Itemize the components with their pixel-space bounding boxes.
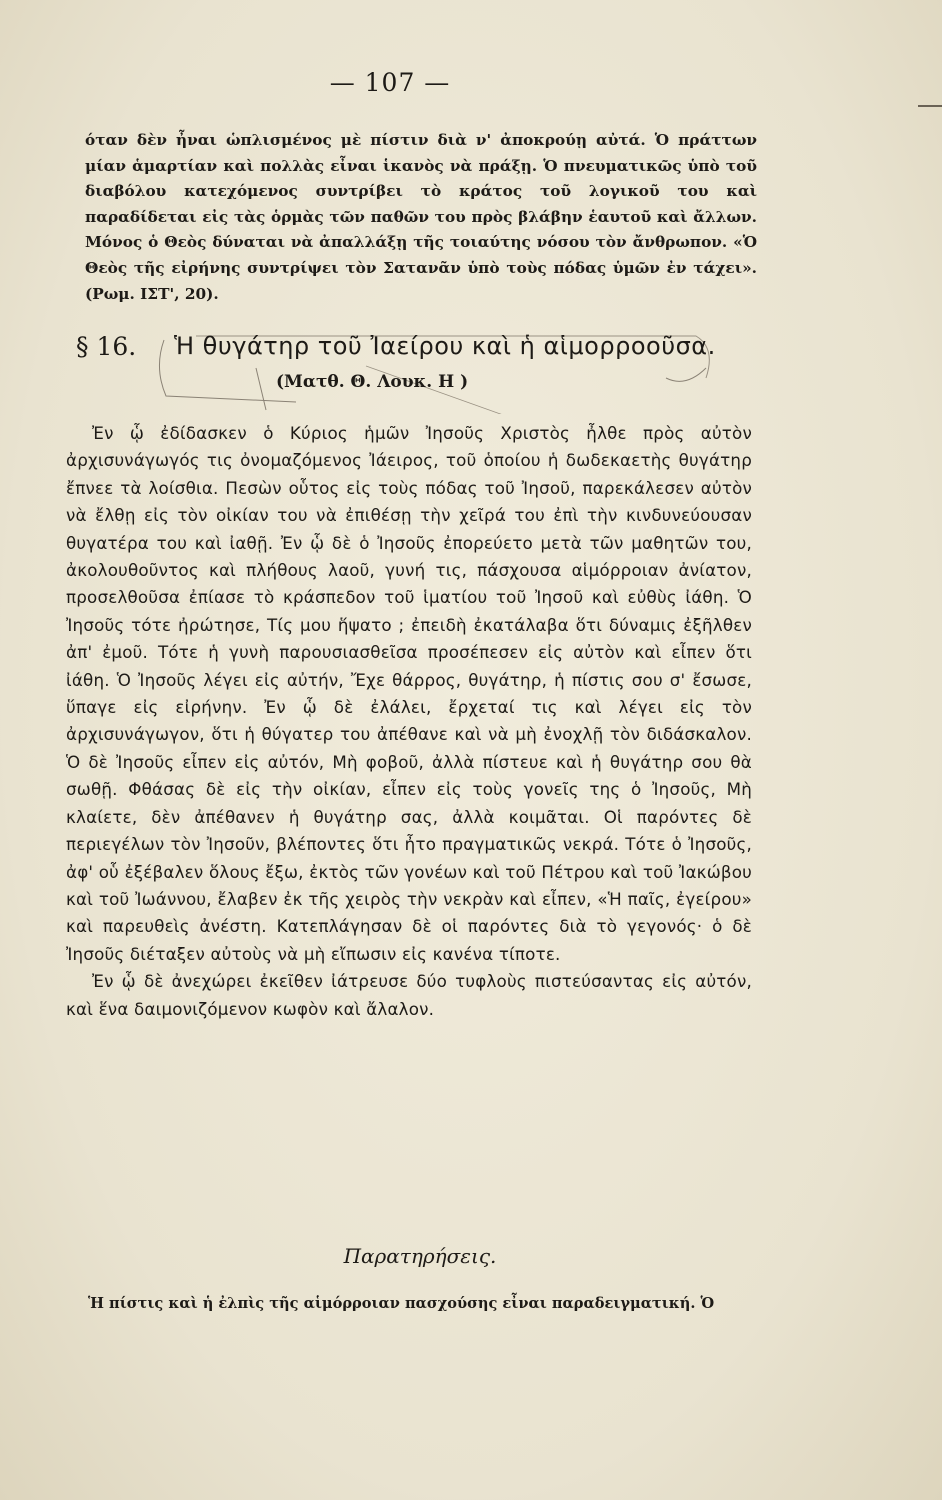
body-paragraph-2: Ἐν ᾧ δὲ ἀνεχώρει ἐκεῖθεν ἰάτρευσε δύο τυφλοὺς πιστεύσαντας εἰς αὐτόν, καὶ ἕνα δαιμονιζόμενον κωφὸν καὶ ἄλαλον. xyxy=(66,971,752,1019)
observations-title: Παρατηρήσεις. xyxy=(343,1244,497,1268)
observations-first-line: Ἡ πίστις καὶ ἡ ἐλπὶς τῆς αἱμόρροιαν πασχούσης εἶναι παραδειγματική. Ὁ xyxy=(88,1295,715,1312)
page-edge-mark xyxy=(918,105,942,107)
section-heading xyxy=(66,318,766,414)
body-text xyxy=(66,420,752,1023)
section-title: Ἡ θυγάτηρ τοῦ Ἰαείρου καὶ ἡ αἱμορροοῦσα. xyxy=(174,332,716,360)
section-number: § 16. xyxy=(76,332,137,361)
page-number: — 107 — xyxy=(329,68,451,97)
intro-paragraph xyxy=(85,128,757,307)
body-paragraph-1: Ἐν ᾧ ἐδίδασκεν ὁ Κύριος ἡμῶν Ἰησοῦς Χριστὸς ἦλθε πρὸς αὐτὸν ἀρχισυνάγωγός τις ὀνομαζόμενος Ἰάειρος, τοῦ ὁποίου ἡ δωδεκαετὴς θυγάτηρ ἔπνεε τὰ λοίσθια. Πεσὼν οὗτος εἰς τοὺς πόδας τοῦ Ἰησοῦ, παρεκάλεσεν αὐτὸν νὰ ἔλθῃ εἰς τὸν οἰκίαν του νὰ ἐπιθέσῃ τὴν χεῖρά του ἐπὶ τὴν κινδυνεύουσαν θυγατέρα του καὶ ἰαθῇ. Ἐν ᾧ δὲ ὁ Ἰησοῦς ἐπορεύετο μετὰ τῶν μαθητῶν του, ἀκολουθοῦντος καὶ πλήθους λαοῦ, γυνή τις, πάσχουσα αἱμόρροιαν ἀνίατον, προσελθοῦσα ἐπίασε τὸ κράσπεδον τοῦ ἱματίου τοῦ Ἰησοῦ καὶ εὐθὺς ἰάθη. Ὁ Ἰησοῦς τότε ἠρώτησε, Τίς μου ἥψατο ; ἐπειδὴ ἐκατάλαβα ὅτι δύναμις ἐξῆλθεν ἀπ' ἐμοῦ. Τότε ἡ γυνὴ παρουσιασθεῖσα προσέπεσεν εἰς αὐτὸν καὶ εἶπεν ὅτι ἰάθη. Ὁ Ἰησοῦς λέγει εἰς αὐτήν, Ἔχε θάρρος, θυγάτηρ, ἡ πίστις σου σ' ἔσωσε, ὕπαγε εἰς εἰρήνην. Ἐν ᾧ δὲ ἐλάλει, ἔρχεταί τις καὶ λέγει εἰς τὸν ἀρχισυνάγωγον, ὅτι ἡ θύγατερ του ἀπέθανε καὶ νὰ μὴ ἐνοχλῇ τὸν διδάσκαλον. Ὁ δὲ Ἰησοῦς εἶπεν εἰς αὐτόν, Μὴ φοβοῦ, ἀλλὰ πίστευε καὶ ἡ θυγάτηρ σου θὰ σωθῇ. Φθάσας δὲ εἰς τὴν οἰκίαν, εἶπεν εἰς τοὺς γονεῖς της ὁ Ἰησοῦς, Μὴ κλαίετε, δὲν ἀπέθανεν ἡ θυγάτηρ σας, ἀλλὰ κοιμᾶται. Οἱ παρόντες δὲ περιεγέλων τὸν Ἰησοῦν, βλέποντες ὅτι ἦτο πραγματικῶς νεκρά. Τότε ὁ Ἰησοῦς, ἀφ' οὗ ἐξέβαλεν ὅλους ἔξω, ἐκτὸς τῶν γονέων καὶ τοῦ Πέτρου καὶ τοῦ Ἰακώβου καὶ τοῦ Ἰωάννου, ἔλαβεν ἐκ τῆς χειρὸς τὴν νεκρὰν καὶ εἶπεν, «Ἡ παῖς, ἐγείρου» καὶ παρευθεὶς ἀνέστη. Κατεπλάγησαν δὲ οἱ παρόντες διὰ τὸ γεγονός· ὁ δὲ Ἰησοῦς διέταξεν αὐτοὺς νὰ μὴ εἴπωσιν εἰς κανένα τίποτε. xyxy=(66,423,752,964)
section-reference: (Ματθ. Θ. Λουκ. Η ) xyxy=(276,372,469,392)
intro-text: όταν δὲν ἦναι ὡπλισμένος μὲ πίστιν διὰ ν' ἀποκρούῃ αὐτά. Ὁ πράττων μίαν ἁμαρτίαν καὶ πολλὰς εἶναι ἱκανὸς νὰ πράξῃ. Ὁ πνευματικῶς ὑπὸ τοῦ διαβόλου κατεχόμενος συντρίβει τὸ κράτος τοῦ λογικοῦ του καὶ παραδίδεται εἰς τὰς ὁρμὰς τῶν παθῶν του πρὸς βλάβην ἑαυτοῦ καὶ ἄλλων. Μόνος ὁ Θεὸς δύναται νὰ ἀπαλλάξῃ τῆς τοιαύτης νόσου τὸν ἄνθρωπον. «Ὁ Θεὸς τῆς εἰρήνης συντρίψει τὸν Σατανᾶν ὑπὸ τοὺς πόδας ὑμῶν ἐν τάχει». (Ρωμ. ΙΣΤ', 20). xyxy=(85,131,757,303)
